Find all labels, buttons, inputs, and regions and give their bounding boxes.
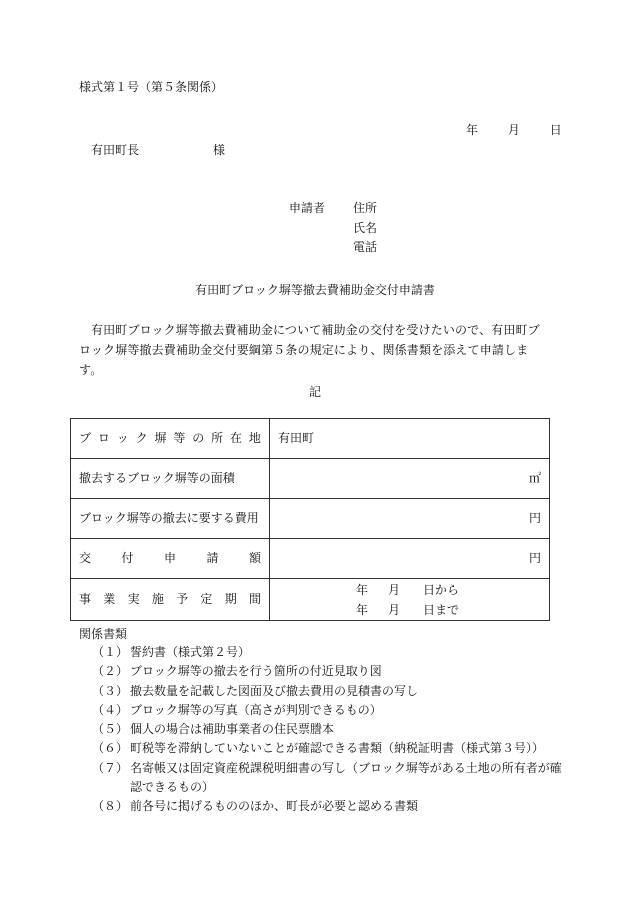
date-day: 日 [549, 123, 562, 137]
list-item: （７） 名寄帳又は固定資産税課税明細書の写し（ブロック塀等がある土地の所有者が確認できるもの） [92, 760, 562, 795]
label-char: の [192, 431, 205, 446]
amount-unit: 円 [270, 539, 550, 579]
body-paragraph: 有田町ブロック塀等撤去費補助金について補助金の交付を受けたいので、有田町ブロック塀等撤去費補助金交付要綱第５条の規定により、関係書類を添えて申請します。 [79, 323, 540, 377]
label-char: 地 [248, 431, 261, 446]
label-char: 所 [211, 431, 224, 446]
list-item: （６） 町税等を滞納していないことが確認できる書類（納税証明書（様式第３号）） [92, 741, 545, 756]
ki-heading: 記 [308, 385, 321, 399]
related-documents-heading: 関係書類 [79, 627, 128, 641]
label-char: 額 [248, 551, 261, 566]
form-number: 様式第１号（第５条関係） [79, 80, 224, 94]
label-char: 交 [79, 551, 92, 566]
location-value: 有田町 [270, 419, 550, 459]
table-row-cost [71, 499, 550, 539]
list-item: （５） 個人の場合は補助事業者の住民票謄本 [92, 722, 335, 737]
list-item: （８） 前各号に掲げるもののほか、町長が必要と認める書類 [92, 799, 419, 814]
addressee [91, 142, 225, 158]
applicant-phone-label: 電話 [353, 240, 378, 254]
table-row-period [71, 579, 550, 621]
label-char: 期 [224, 592, 237, 607]
period-to: 年 月 日まで [356, 602, 460, 617]
location-label [71, 419, 270, 459]
label-char: 実 [127, 592, 140, 607]
document-title: 有田町ブロック塀等撤去費補助金交付申請書 [195, 283, 435, 297]
label-char: ブ [79, 431, 92, 446]
label-char: 塀 [154, 431, 167, 446]
label-char: ロ [97, 431, 110, 446]
cost-unit: 円 [270, 499, 550, 539]
label-char: ッ [116, 431, 129, 446]
date-month: 月 [507, 123, 520, 137]
applicant-label: 申請者 [289, 201, 326, 215]
list-item: （１） 誓約書（様式第２号） [92, 645, 251, 659]
label-char: 在 [230, 431, 243, 446]
label-char: 施 [151, 592, 164, 607]
period-value [270, 579, 550, 621]
label-char: 業 [103, 592, 116, 607]
label-char: 付 [121, 551, 134, 566]
table-row-area [71, 459, 550, 499]
period-label [71, 579, 270, 621]
list-item: （２） ブロック塀等の撤去を行う箇所の付近見取り図 [92, 664, 382, 679]
area-label: 撤去するブロック塀等の面積 [71, 459, 270, 499]
table-row-location [71, 419, 550, 459]
period-from: 年 月 日から [356, 582, 460, 597]
application-table [70, 418, 550, 621]
label-char: 等 [173, 431, 186, 446]
label-char: 定 [200, 592, 213, 607]
applicant-address-label: 住所 [353, 201, 378, 215]
label-char: 請 [206, 551, 219, 566]
list-item: （４） ブロック塀等の写真（高さが判別できるもの） [92, 702, 382, 717]
cost-label: ブロック塀等の撤去に要する費用 [71, 499, 270, 539]
label-char: ク [135, 431, 148, 446]
label-char: 予 [176, 592, 189, 607]
addressee-honorific: 様 [213, 143, 226, 157]
label-char: 間 [248, 592, 261, 607]
addressee-name: 有田町長 [91, 143, 140, 157]
applicant-name-label: 氏名 [353, 220, 378, 235]
amount-label [71, 539, 270, 579]
table-row-amount [71, 539, 550, 579]
date-line [466, 122, 562, 138]
label-char: 申 [163, 551, 176, 566]
date-year: 年 [466, 123, 479, 137]
list-item: （３） 撤去数量を記載した図面及び撤去費用の見積書の写し [92, 683, 419, 698]
label-char: 事 [79, 592, 92, 607]
related-documents-list [92, 643, 562, 817]
applicant-block [289, 200, 377, 259]
area-unit: ㎡ [270, 459, 550, 499]
